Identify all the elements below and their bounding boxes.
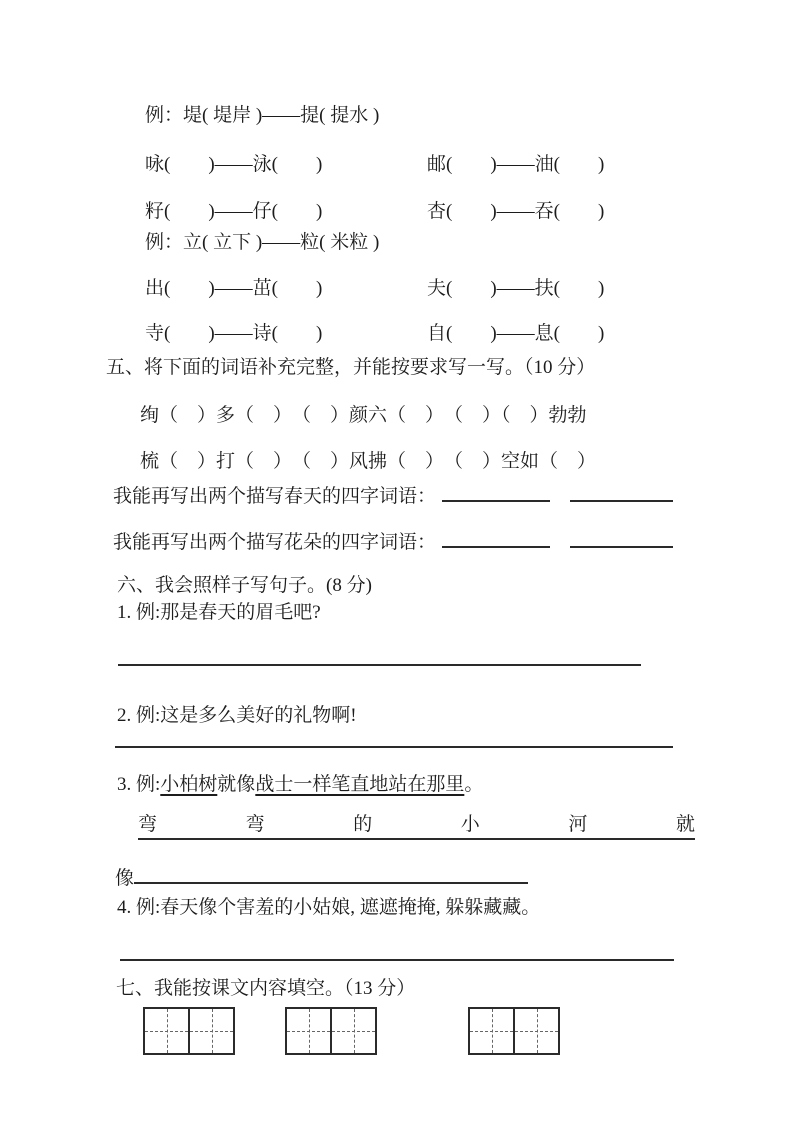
tianzige-grid [285, 1007, 377, 1055]
sentence3-period: 。 [464, 774, 484, 795]
tianzige-cell [515, 1009, 558, 1053]
grid-dashed-horizontal [470, 1031, 513, 1032]
grid-dashed-horizontal [190, 1031, 233, 1032]
write-flower-words-line [113, 525, 673, 557]
grid-dashed-horizontal [287, 1031, 330, 1032]
pair-item: 夫( )——扶( ) [427, 278, 605, 299]
pair-item: 出( )——茁( ) [145, 278, 323, 299]
pair-row [0, 275, 793, 303]
pair-row [0, 198, 793, 226]
tianzige-cell [190, 1009, 233, 1053]
spread-char: 的 [353, 814, 373, 835]
tianzige-cell [332, 1009, 375, 1053]
spread-char: 河 [568, 814, 588, 835]
sentence3-underlined-subject: 小柏树 [160, 774, 218, 795]
sentence3-underlined-predicate: 战士一样笔直地站在那里 [255, 774, 465, 795]
grid-dashed-horizontal [332, 1031, 375, 1032]
spread-char: 就 [675, 814, 695, 835]
write-spring-words-line [113, 479, 673, 511]
spread-char: 弯 [138, 814, 158, 835]
write-spring-words-prompt: 我能再写出两个描写春天的四字词语： [113, 486, 437, 507]
pair-item: 寺( )——诗( ) [145, 323, 323, 344]
sentence-example-4: 4. 例:春天像个害羞的小姑娘, 遮遮掩掩, 躲躲藏藏。 [117, 897, 541, 918]
tianzige-grid [468, 1007, 560, 1055]
answer-blank [570, 479, 673, 502]
tianzige-grid [143, 1007, 235, 1055]
answer-blank [134, 861, 528, 884]
pair-row [0, 151, 793, 179]
sentence-example-1: 1. 例:那是春天的眉毛吧? [117, 602, 321, 623]
sentence3-answer-continuation [115, 861, 528, 893]
sentence3-prefix: 3. 例: [117, 774, 161, 795]
section5-heading: 五、将下面的词语补充完整，并能按要求写一写。（10 分） [106, 357, 596, 378]
tianzige-cell [287, 1009, 332, 1053]
answer-line [115, 746, 673, 748]
answer-line [120, 959, 674, 961]
pair-item: 邮( )——油( ) [427, 154, 605, 175]
section7-heading: 七、我能按课文内容填空。（13 分） [116, 978, 416, 999]
pair-item: 自( )——息( ) [427, 323, 605, 344]
tianzige-cell [145, 1009, 190, 1053]
pair-example-1: 例：堤( 堤岸 )——提( 提水 ) [145, 105, 380, 126]
grid-dashed-horizontal [515, 1031, 558, 1032]
spread-char: 小 [460, 814, 480, 835]
pair-item: 杏( )——吞( ) [427, 201, 605, 222]
like-char: 像 [115, 868, 135, 889]
sentence-example-2: 2. 例:这是多么美好的礼物啊! [117, 705, 357, 726]
spread-char: 弯 [245, 814, 265, 835]
pair-row [0, 320, 793, 348]
sentence3-answer-start [138, 811, 695, 840]
tianzige-cell [470, 1009, 515, 1053]
idiom-fill-row: 绚（ ）多（ ） （ ）颜六（ ） （ ）（ ）勃勃 [140, 405, 587, 426]
answer-blank [442, 479, 550, 502]
pair-item: 籽( )——仔( ) [145, 201, 323, 222]
sentence3-middle: 就像 [217, 774, 256, 795]
pair-item: 咏( )——泳( ) [145, 154, 323, 175]
answer-line [118, 664, 641, 666]
idiom-fill-row: 梳（ ）打（ ） （ ）风拂（ ） （ ）空如（ ） [140, 451, 597, 472]
pair-example-2: 例：立( 立下 )——粒( 米粒 ) [145, 232, 380, 253]
answer-blank [442, 525, 550, 548]
grid-dashed-horizontal [145, 1031, 188, 1032]
section6-heading: 六、我会照样子写句子。(8 分) [117, 575, 372, 596]
write-flower-words-prompt: 我能再写出两个描写花朵的四字词语： [113, 532, 437, 553]
sentence-example-3 [117, 771, 483, 799]
answer-blank [570, 525, 673, 548]
